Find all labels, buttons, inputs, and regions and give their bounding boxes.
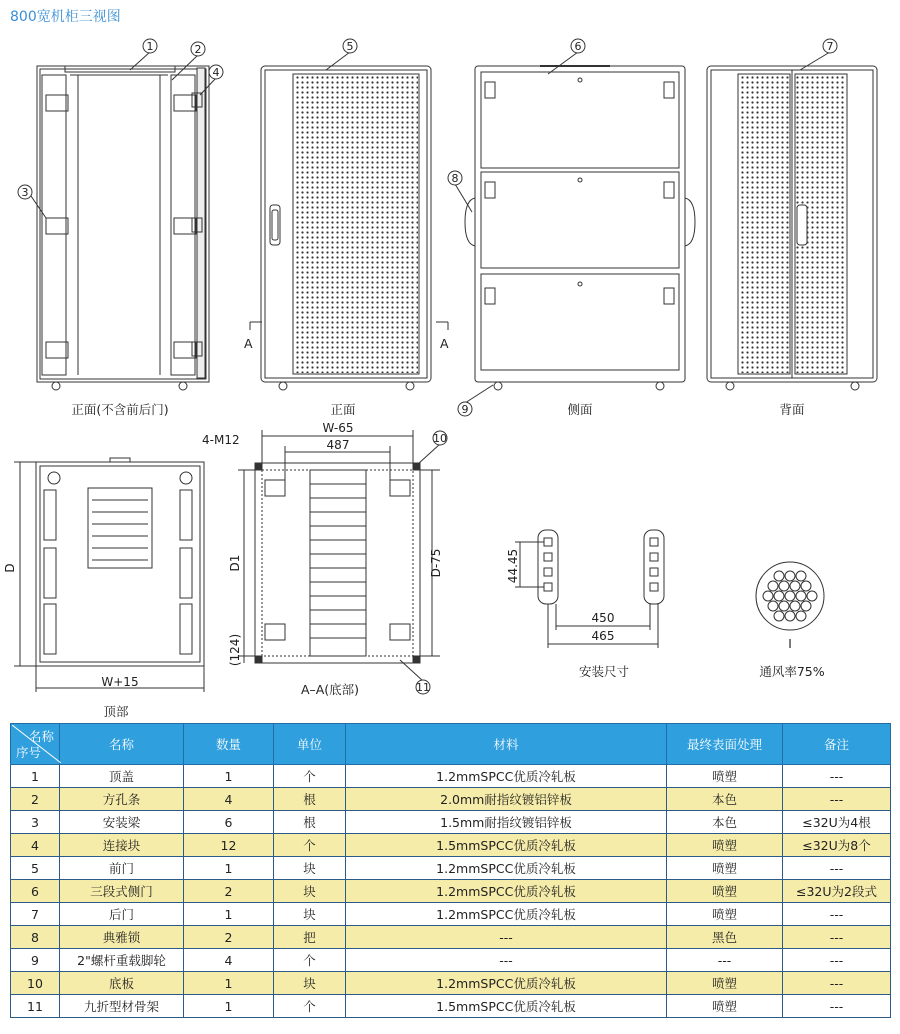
table-row — [11, 811, 891, 834]
cell-qty: 6 — [184, 811, 274, 834]
dim-d75: D-75 — [429, 548, 443, 578]
cell-unit: 根 — [274, 811, 346, 834]
callout-4: 4 — [212, 66, 220, 79]
callout-7: 7 — [826, 40, 834, 53]
cell-qty: 2 — [184, 926, 274, 949]
cell-material: 1.2mmSPCC优质冷轧板 — [346, 903, 667, 926]
dim-487: 487 — [326, 438, 350, 452]
side-view — [465, 66, 695, 390]
caption-top: 顶部 — [103, 704, 129, 719]
cell-unit: 块 — [274, 903, 346, 926]
cell-note: --- — [783, 765, 891, 788]
dim-124: (124) — [228, 633, 242, 667]
caption-side: 侧面 — [567, 402, 593, 417]
dim-depth: D — [3, 563, 17, 573]
cell-material: 1.2mmSPCC优质冷轧板 — [346, 765, 667, 788]
cell-no: 7 — [11, 903, 60, 926]
header-unit: 单位 — [274, 724, 346, 765]
back-view — [707, 66, 877, 390]
table-row — [11, 857, 891, 880]
vent-detail — [756, 562, 824, 630]
header-corner — [11, 724, 60, 765]
cell-material: 1.5mmSPCC优质冷轧板 — [346, 995, 667, 1018]
cell-material: 1.2mmSPCC优质冷轧板 — [346, 972, 667, 995]
table-row — [11, 949, 891, 972]
cell-finish: 喷塑 — [667, 765, 783, 788]
cell-finish: --- — [667, 949, 783, 972]
cell-note: ≤32U为4根 — [783, 811, 891, 834]
table-row — [11, 926, 891, 949]
cell-unit: 个 — [274, 765, 346, 788]
cell-finish: 喷塑 — [667, 903, 783, 926]
cell-name: 方孔条 — [60, 788, 184, 811]
cell-unit: 把 — [274, 926, 346, 949]
cell-material: 2.0mm耐指纹镀铝锌板 — [346, 788, 667, 811]
cell-name: 2"螺杆重载脚轮 — [60, 949, 184, 972]
table-row — [11, 834, 891, 857]
callout-9: 9 — [461, 403, 469, 416]
cell-no: 2 — [11, 788, 60, 811]
cell-finish: 喷塑 — [667, 995, 783, 1018]
cell-finish: 本色 — [667, 811, 783, 834]
dim-width-top: W+15 — [101, 675, 139, 689]
cell-qty: 12 — [184, 834, 274, 857]
cell-note: --- — [783, 949, 891, 972]
mount-view — [515, 530, 664, 648]
cell-qty: 1 — [184, 903, 274, 926]
cell-name: 典雅锁 — [60, 926, 184, 949]
cell-finish: 本色 — [667, 788, 783, 811]
table-row — [11, 880, 891, 903]
cell-material: 1.2mmSPCC优质冷轧板 — [346, 857, 667, 880]
dim-d1: D1 — [228, 554, 242, 572]
cell-note: --- — [783, 857, 891, 880]
cell-material: --- — [346, 926, 667, 949]
cell-qty: 1 — [184, 765, 274, 788]
dim-m12: 4-M12 — [202, 433, 240, 447]
cell-finish: 喷塑 — [667, 880, 783, 903]
caption-mount: 安装尺寸 — [578, 664, 630, 679]
table-row — [11, 765, 891, 788]
header-material: 材料 — [346, 724, 667, 765]
top-view — [14, 458, 204, 692]
cell-no: 4 — [11, 834, 60, 857]
callout-11: 11 — [416, 681, 430, 694]
callout-2: 2 — [194, 43, 202, 56]
bom-table — [10, 723, 891, 1018]
cell-qty: 2 — [184, 880, 274, 903]
cell-note: ≤32U为8个 — [783, 834, 891, 857]
header-qty: 数量 — [184, 724, 274, 765]
callout-3: 3 — [21, 186, 29, 199]
caption-section: A–A(底部) — [300, 682, 360, 697]
cell-unit: 块 — [274, 972, 346, 995]
cell-qty: 1 — [184, 972, 274, 995]
cell-no: 1 — [11, 765, 60, 788]
cell-note: --- — [783, 972, 891, 995]
callout-5: 5 — [346, 40, 354, 53]
cell-qty: 1 — [184, 995, 274, 1018]
cell-no: 5 — [11, 857, 60, 880]
cell-note: --- — [783, 995, 891, 1018]
detail-mark: I — [788, 637, 792, 651]
callout-8: 8 — [451, 172, 459, 185]
cell-name: 三段式侧门 — [60, 880, 184, 903]
cell-finish: 喷塑 — [667, 857, 783, 880]
header-name: 名称 — [60, 724, 184, 765]
section-mark-right: A — [440, 336, 449, 351]
cell-material: --- — [346, 949, 667, 972]
section-mark-left: A — [244, 336, 253, 351]
cell-no: 3 — [11, 811, 60, 834]
cell-no: 6 — [11, 880, 60, 903]
cell-note: ≤32U为2段式 — [783, 880, 891, 903]
cell-no: 8 — [11, 926, 60, 949]
cell-material: 1.5mm耐指纹镀铝锌板 — [346, 811, 667, 834]
cell-name: 九折型材骨架 — [60, 995, 184, 1018]
section-view — [238, 430, 440, 663]
cell-name: 安装梁 — [60, 811, 184, 834]
caption-front-no-door: 正面(不含前后门) — [71, 402, 169, 417]
caption-front: 正面 — [330, 402, 356, 417]
page-title: 800宽机柜三视图 — [10, 9, 121, 25]
header-corner-no: 序号 — [16, 745, 42, 760]
cell-unit: 块 — [274, 857, 346, 880]
dim-pitch: 44.45 — [506, 548, 520, 584]
cell-qty: 1 — [184, 857, 274, 880]
cell-qty: 4 — [184, 788, 274, 811]
table-header-row — [11, 724, 891, 765]
callout-6: 6 — [574, 40, 582, 53]
dim-465: 465 — [591, 629, 615, 643]
cell-material: 1.2mmSPCC优质冷轧板 — [346, 880, 667, 903]
table-row — [11, 903, 891, 926]
cell-name: 后门 — [60, 903, 184, 926]
cell-qty: 4 — [184, 949, 274, 972]
cell-unit: 块 — [274, 880, 346, 903]
cell-note: --- — [783, 903, 891, 926]
caption-vent: 通风率75% — [759, 664, 825, 679]
cell-note: --- — [783, 926, 891, 949]
cell-name: 顶盖 — [60, 765, 184, 788]
dim-w65: W-65 — [322, 421, 354, 435]
cell-no: 9 — [11, 949, 60, 972]
table-row — [11, 995, 891, 1018]
cell-name: 前门 — [60, 857, 184, 880]
front-no-door-view — [37, 66, 209, 390]
table-row — [11, 972, 891, 995]
cell-no: 11 — [11, 995, 60, 1018]
cell-unit: 个 — [274, 949, 346, 972]
cell-finish: 喷塑 — [667, 972, 783, 995]
cell-name: 底板 — [60, 972, 184, 995]
cell-finish: 喷塑 — [667, 834, 783, 857]
cell-name: 连接块 — [60, 834, 184, 857]
cell-no: 10 — [11, 972, 60, 995]
callout-1: 1 — [146, 40, 154, 53]
front-view — [261, 66, 431, 390]
callout-10: 10 — [433, 432, 447, 445]
cell-unit: 个 — [274, 995, 346, 1018]
cell-unit: 个 — [274, 834, 346, 857]
caption-back: 背面 — [779, 402, 805, 417]
dim-450: 450 — [591, 611, 615, 625]
cell-finish: 黑色 — [667, 926, 783, 949]
header-note: 备注 — [783, 724, 891, 765]
table-row — [11, 788, 891, 811]
header-corner-name: 名称 — [28, 729, 54, 744]
cell-unit: 根 — [274, 788, 346, 811]
cell-material: 1.5mmSPCC优质冷轧板 — [346, 834, 667, 857]
cell-note: --- — [783, 788, 891, 811]
header-finish: 最终表面处理 — [667, 724, 783, 765]
